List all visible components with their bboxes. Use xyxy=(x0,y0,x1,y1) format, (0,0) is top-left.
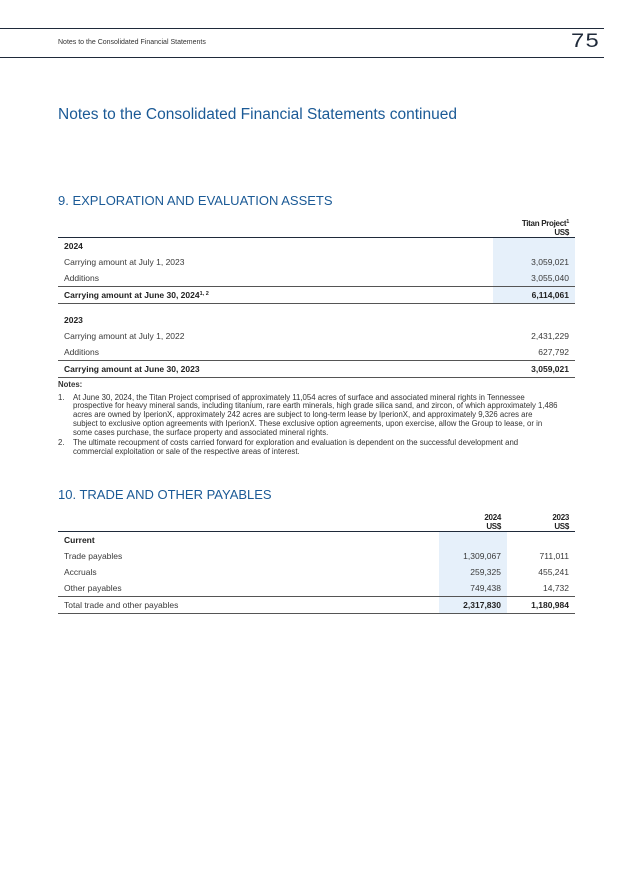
table-row: Accruals 259,325 455,241 xyxy=(58,564,575,580)
note-item: 1. At June 30, 2024, the Titan Project comprised of approximately 11,054 acres of surface and associated mineral rights in Tennessee prospective for heavy mineral sands, including titanium, rare earth minerals, high grade silica sand, and zircon, of which approximately 1,486 acres are owned by IperionX, approximately 242 acres are subject to long-term lease by IperionX, and approximately 9,326 acres are subject to exclusive option agreements with IperionX. These exclusive option agreements, upon exercise, allow the Group to lease, or in some cases purchase, the surface property and associated mineral rights. xyxy=(58,392,558,437)
section-9-title: 9. EXPLORATION AND EVALUATION ASSETS xyxy=(58,193,333,208)
group-year-row: 2024 xyxy=(58,238,575,255)
column-header-2024: 2024 US$ xyxy=(484,513,501,531)
trade-payables-table xyxy=(58,507,575,614)
table-row: Trade payables 1,309,067 711,011 xyxy=(58,548,575,564)
column-header-2023: 2023 US$ xyxy=(552,513,569,531)
notes-block xyxy=(58,381,558,459)
spacer-row xyxy=(58,304,575,313)
header-top-rule xyxy=(0,28,604,29)
exploration-assets-table xyxy=(58,213,575,378)
page-number: 75 xyxy=(571,31,600,52)
notes-label: Notes: xyxy=(58,380,83,389)
note-item: 2. The ultimate recoupment of costs carried forward for exploration and evaluation is dependent on the successful development and commercial exploitation or sale of the respective areas of interest. xyxy=(58,438,519,456)
table-row: Additions 3,055,040 xyxy=(58,270,575,287)
table-row: Additions 627,792 xyxy=(64,347,569,357)
group-label-row: Current xyxy=(58,532,575,549)
total-row: Carrying amount at June 30, 2024$^{1, 2}$ 6,114,061 xyxy=(58,287,575,304)
table-row: Other payables 749,438 14,732 xyxy=(58,580,575,597)
section-10-title: 10. TRADE AND OTHER PAYABLES xyxy=(58,487,272,502)
column-header-titan-project: Titan Project$^1$ US$ xyxy=(521,219,569,237)
total-row: Carrying amount at June 30, 2023 3,059,021 xyxy=(58,361,575,378)
running-title: Notes to the Consolidated Financial Statements xyxy=(58,39,206,46)
page-title: Notes to the Consolidated Financial Statements continued xyxy=(58,106,457,123)
table-row: Carrying amount at July 1, 2022 2,431,229 xyxy=(64,331,569,341)
table-header-row xyxy=(58,507,575,532)
group-year-row: 2023 xyxy=(64,315,83,325)
total-row: Total trade and other payables 2,317,830 1,180,984 xyxy=(58,597,575,614)
table-row: Carrying amount at July 1, 2023 3,059,021 xyxy=(58,254,575,270)
table-header-row xyxy=(58,213,575,238)
header-bottom-rule xyxy=(0,57,604,58)
